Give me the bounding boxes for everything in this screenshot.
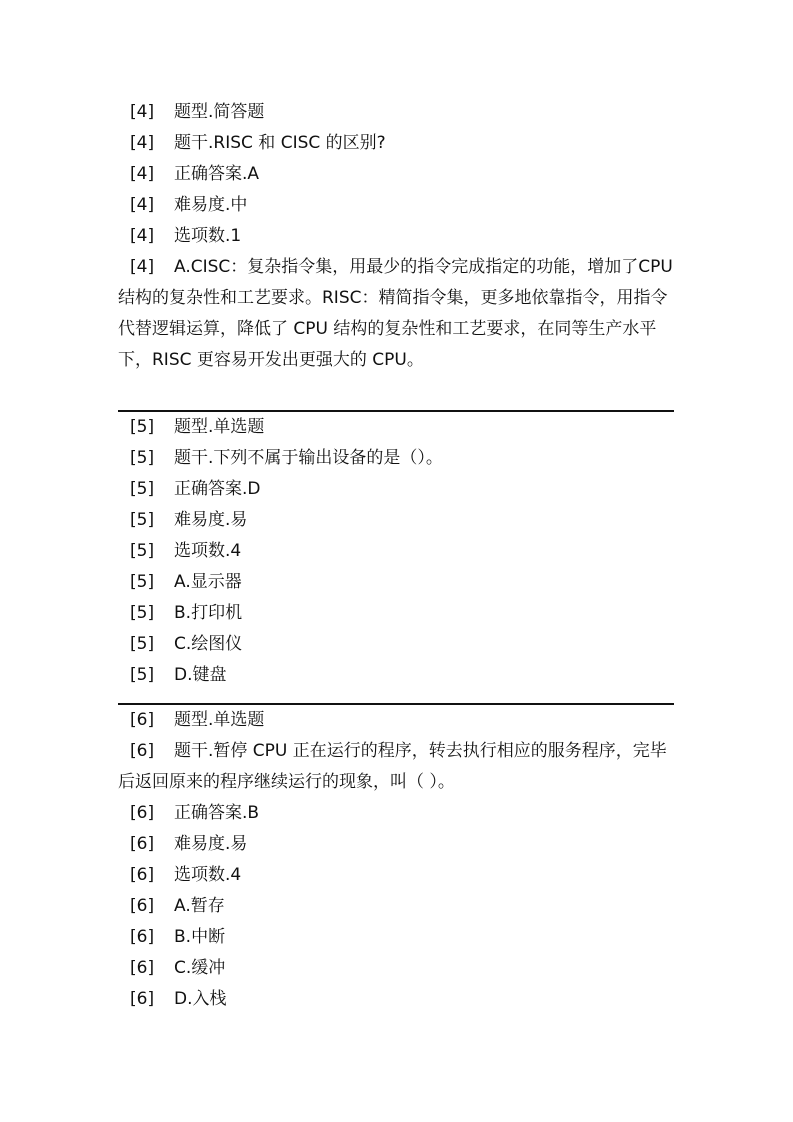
option-c: C.缓冲 [174, 958, 226, 978]
option-c: C.绘图仪 [174, 634, 243, 654]
difficulty: 难易度.易 [174, 834, 248, 854]
question-stem: 题干.暂停 CPU 正在运行的程序，转去执行相应的服务程序，完毕后返回原来的程序继续运行的现象，叫（ ）。 [118, 741, 667, 792]
question-number: [6] [130, 958, 155, 978]
question-number: [6] [130, 927, 155, 947]
option-count-line [118, 221, 674, 252]
question-stem: 题干.RISC 和 CISC 的区别? [174, 133, 386, 153]
question-number: [6] [130, 896, 155, 916]
difficulty-line [118, 190, 674, 221]
question-number: [5] [130, 572, 155, 592]
option-a-line [118, 567, 674, 598]
correct-answer: 正确答案.B [174, 803, 260, 823]
question-number: [6] [130, 989, 155, 1009]
option-a-line [118, 252, 674, 376]
document-page [118, 97, 674, 1015]
question-number: [6] [130, 741, 155, 761]
option-count: 选项数.1 [174, 226, 242, 246]
option-count: 选项数.4 [174, 541, 242, 561]
question-stem: 题干.下列不属于输出设备的是（）。 [174, 448, 443, 468]
option-b: B.打印机 [174, 603, 243, 623]
difficulty: 难易度.中 [174, 195, 248, 215]
option-b-line [118, 598, 674, 629]
option-count-line [118, 860, 674, 891]
question-number: [5] [130, 510, 155, 530]
question-number: [5] [130, 665, 155, 685]
correct-answer: 正确答案.D [174, 479, 261, 499]
question-stem-line [118, 128, 674, 159]
answer-line [118, 474, 674, 505]
question-number: [6] [130, 803, 155, 823]
question-type: 题型.单选题 [174, 710, 265, 730]
option-c-line [118, 629, 674, 660]
question-number: [5] [130, 479, 155, 499]
option-c-line [118, 953, 674, 984]
option-count-line [118, 536, 674, 567]
question-type-line [118, 412, 674, 443]
option-d-line [118, 984, 674, 1015]
question-number: [6] [130, 865, 155, 885]
option-count: 选项数.4 [174, 865, 242, 885]
question-number: [4] [130, 133, 155, 153]
option-a: A.显示器 [174, 572, 242, 592]
option-a: A.暂存 [174, 896, 225, 916]
question-number: [6] [130, 834, 155, 854]
question-type: 题型.简答题 [174, 102, 265, 122]
option-a: A.CISC：复杂指令集，用最少的指令完成指定的功能，增加了CPU 结构的复杂性和工艺要求。RISC：精简指令集，更多地依靠指令，用指令代替逻辑运算，降低了 CPU 结构的复杂性和工艺要求，在同等生产水平下，RISC 更容易开发出更强大的 CPU。 [118, 257, 673, 370]
option-d-line [118, 660, 674, 691]
question-4 [118, 97, 674, 376]
answer-line [118, 798, 674, 829]
question-type-line [118, 705, 674, 736]
question-stem-line [118, 736, 674, 798]
difficulty-line [118, 829, 674, 860]
option-b: B.中断 [174, 927, 226, 947]
question-type-line [118, 97, 674, 128]
question-number: [5] [130, 448, 155, 468]
option-a-line [118, 891, 674, 922]
question-number: [5] [130, 541, 155, 561]
question-number: [4] [130, 195, 155, 215]
correct-answer: 正确答案.A [174, 164, 260, 184]
option-d: D.入栈 [174, 989, 227, 1009]
option-d: D.键盘 [174, 665, 227, 685]
question-number: [4] [130, 257, 155, 277]
question-6 [118, 705, 674, 1015]
question-number: [4] [130, 226, 155, 246]
question-number: [5] [130, 634, 155, 654]
question-number: [4] [130, 102, 155, 122]
question-5 [118, 412, 674, 691]
question-number: [5] [130, 417, 155, 437]
question-stem-line [118, 443, 674, 474]
question-number: [4] [130, 164, 155, 184]
question-number: [6] [130, 710, 155, 730]
question-number: [5] [130, 603, 155, 623]
option-b-line [118, 922, 674, 953]
difficulty-line [118, 505, 674, 536]
difficulty: 难易度.易 [174, 510, 248, 530]
question-type: 题型.单选题 [174, 417, 265, 437]
answer-line [118, 159, 674, 190]
